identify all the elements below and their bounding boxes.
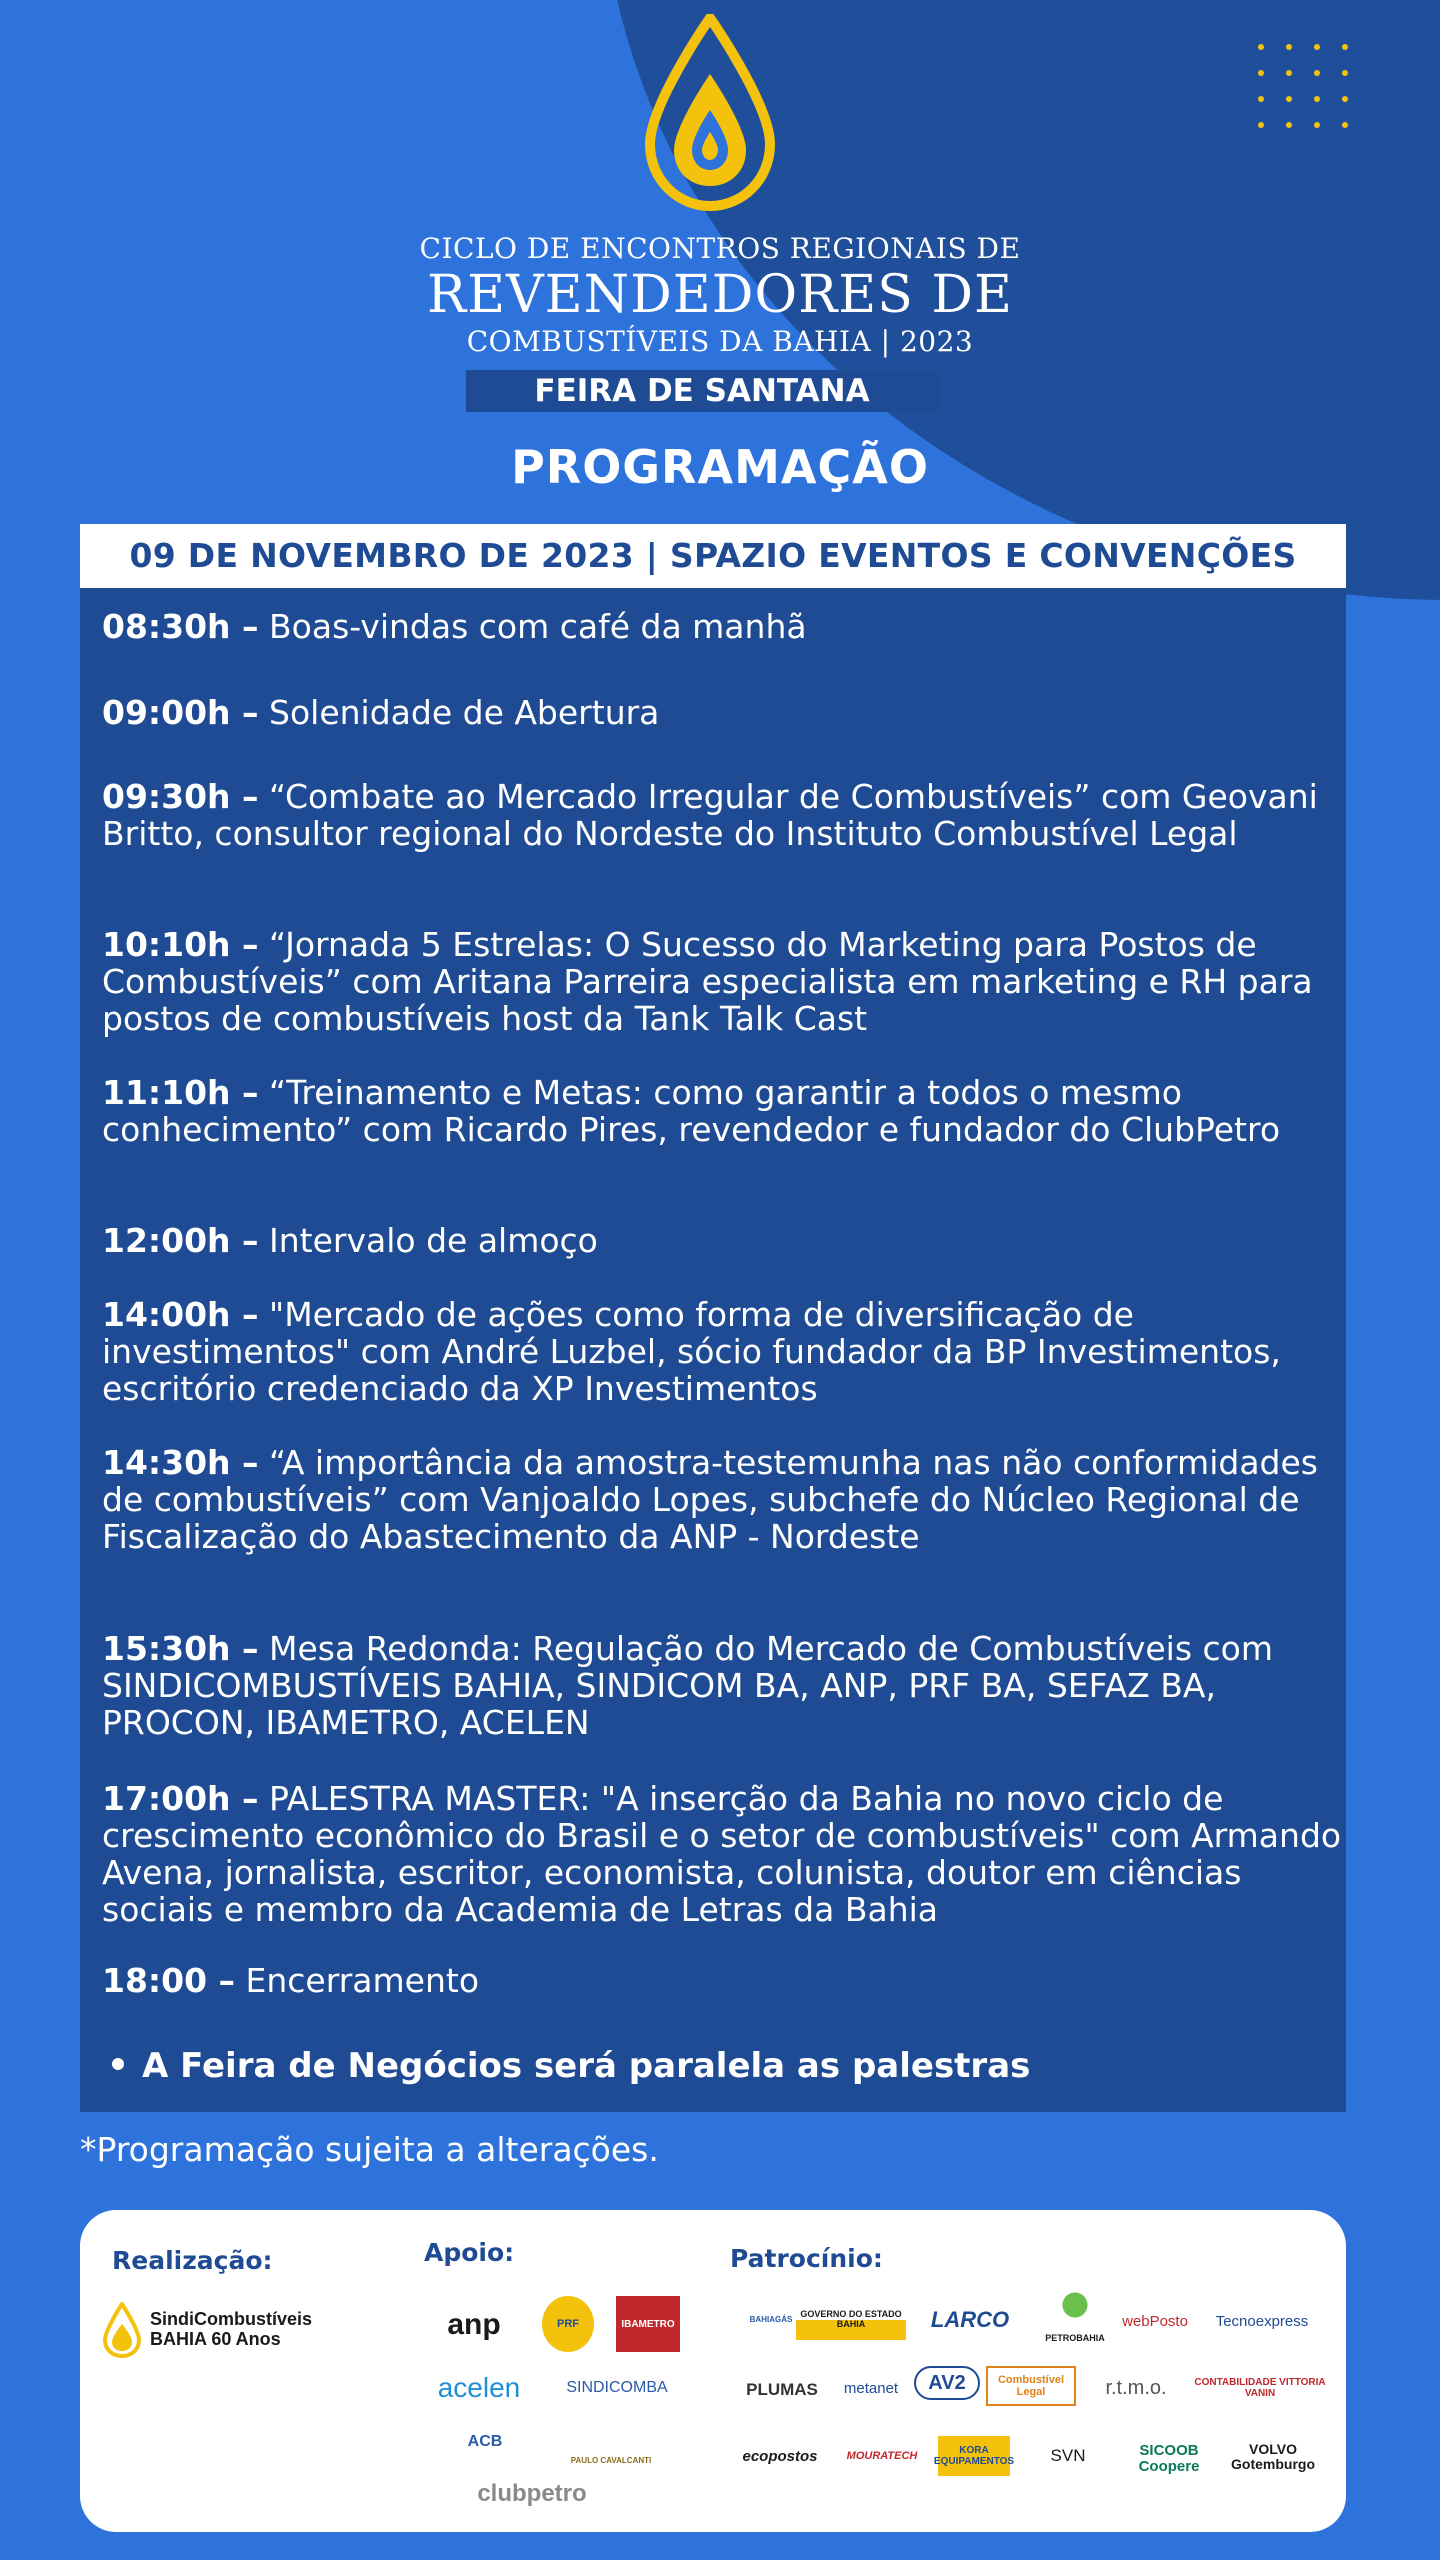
schedule-text: Encerramento xyxy=(235,1961,480,2000)
svn-logo: SVN xyxy=(1050,2445,1086,2465)
larco-logo: LARCO xyxy=(930,2306,1010,2332)
bahiagas-logo: BAHIAGÁS xyxy=(749,2314,793,2324)
realizacao-label: Realização: xyxy=(112,2246,273,2275)
event-title xyxy=(0,232,1440,358)
sicoob-logo: SICOOB Coopere xyxy=(1138,2441,1200,2475)
schedule-time: 08:30h – xyxy=(102,607,259,646)
schedule-item xyxy=(102,1444,1342,1555)
schedule-text: “Combate ao Mercado Irregular de Combustíveis” com Geovani Britto, consultor regional do Nordeste do Instituto Combustível Legal xyxy=(102,777,1318,853)
clubpetro-logo: clubpetro xyxy=(477,2479,587,2507)
schedule-item xyxy=(102,1222,1422,1259)
bullet-note-text: A Feira de Negócios será paralela as palestras xyxy=(142,2046,1031,2086)
schedule-time: 12:00h – xyxy=(102,1221,259,1260)
schedule-time: 15:30h – xyxy=(102,1629,259,1668)
schedule-time: 11:10h – xyxy=(102,1073,259,1112)
schedule-text: "Mercado de ações como forma de diversificação de investimentos" com André Luzbel, sócio fundador da BP Investimentos, escritório credenciado da XP Investimentos xyxy=(102,1295,1281,1408)
metanet-logo: metanet xyxy=(843,2379,899,2397)
schedule-text: “Treinamento e Metas: como garantir a todos o mesmo conhecimento” com Ricardo Pires, revendedor e fundador do ClubPetro xyxy=(102,1073,1281,1149)
prf-logo: PRF xyxy=(542,2296,594,2352)
anp-logo: anp xyxy=(447,2307,501,2341)
schedule-text: Solenidade de Abertura xyxy=(258,693,660,732)
schedule-item xyxy=(102,1296,1342,1407)
schedule-time: 09:30h – xyxy=(102,777,259,816)
ecopostos-logo: ecopostos xyxy=(742,2447,818,2465)
page-heading: PROGRAMAÇÃO xyxy=(511,440,929,494)
sponsors-panel xyxy=(80,2210,1346,2532)
drop-icon xyxy=(102,2302,142,2358)
schedule-text: Mesa Redonda: Regulação do Mercado de Combustíveis com SINDICOMBUSTÍVEIS BAHIA, SINDICOM BA, ANP, PRF BA, SEFAZ BA, PROCON, IBAMETRO, ACELEN xyxy=(102,1629,1274,1742)
volvo-gotemburgo-logo: VOLVO Gotemburgo xyxy=(1231,2440,1315,2472)
title-line-2: REVENDEDORES DE xyxy=(426,265,1013,325)
av2-logo: AV2 xyxy=(914,2366,980,2400)
schedule-time: 09:00h – xyxy=(102,693,259,732)
kora-logo: KORA EQUIPAMENTOS xyxy=(938,2436,1010,2476)
schedule-item xyxy=(102,694,1422,731)
sindicomba-logo: SINDICOMBA xyxy=(566,2379,668,2397)
schedule-time: 10:10h – xyxy=(102,925,259,964)
schedule-item xyxy=(102,1780,1342,1928)
schedule-time: 14:30h – xyxy=(102,1443,259,1482)
city-banner: FEIRA DE SANTANA xyxy=(466,370,938,412)
footnote: *Programação sujeita a alterações. xyxy=(80,2130,659,2169)
schedule-item xyxy=(102,1962,1422,1999)
schedule-item xyxy=(102,778,1342,852)
schedule-text: Boas-vindas com café da manhã xyxy=(258,607,807,646)
title-line-3: COMBUSTÍVEIS DA BAHIA | 2023 xyxy=(466,325,974,358)
acelen-logo: acelen xyxy=(437,2371,521,2403)
webposto-logo: webPosto xyxy=(1122,2312,1188,2330)
schedule-item xyxy=(102,1630,1342,1741)
schedule-time: 18:00 – xyxy=(102,1961,236,2000)
business-fair-note xyxy=(112,2046,1030,2086)
bullet-icon xyxy=(112,2058,124,2070)
sindicombustiveis-logo xyxy=(102,2300,382,2360)
decorative-dot-grid xyxy=(1258,44,1348,128)
schedule-time: 17:00h – xyxy=(102,1779,259,1818)
acb-logo: ACB xyxy=(467,2433,503,2451)
mouratech-logo: MOURATECH xyxy=(846,2449,918,2462)
schedule-item xyxy=(102,926,1342,1037)
paulo-cavalcanti-logo: PAULO CAVALCANTI xyxy=(570,2456,652,2466)
schedule-panel xyxy=(80,588,1346,2112)
governo-bahia-logo: GOVERNO DO ESTADO BAHIA xyxy=(796,2300,906,2340)
rtmo-logo: r.t.m.o. xyxy=(1105,2377,1167,2399)
schedule-text: Intervalo de almoço xyxy=(258,1221,598,1260)
vittoria-vanin-logo: CONTABILIDADE VITTORIA VANIN xyxy=(1194,2377,1326,2399)
petrobahia-logo: PETROBAHIA xyxy=(1034,2284,1116,2344)
schedule-time: 14:00h – xyxy=(102,1295,259,1334)
schedule-item xyxy=(102,1074,1342,1148)
ibametro-logo: IBAMETRO xyxy=(616,2296,680,2352)
plumas-logo: PLUMAS xyxy=(746,2379,818,2399)
tecnoexpress-logo: Tecnoexpress xyxy=(1215,2312,1309,2330)
date-venue-bar: 09 DE NOVEMBRO DE 2023 | SPAZIO EVENTOS E CONVENÇÕES xyxy=(80,524,1346,588)
title-line-1: CICLO DE ENCONTROS REGIONAIS DE xyxy=(419,232,1021,265)
schedule-text: “Jornada 5 Estrelas: O Sucesso do Marketing para Postos de Combustíveis” com Aritana Parreira especialista em marketing e RH para postos de combustíveis host da Tank Talk Cast xyxy=(102,925,1313,1038)
schedule-item xyxy=(102,608,1422,645)
sindicombustiveis-text: SindiCombustíveis BAHIA 60 Anos xyxy=(150,2309,313,2349)
fuel-drop-logo-icon xyxy=(640,14,780,214)
combustivel-legal-logo: Combustível Legal xyxy=(986,2366,1076,2406)
schedule-text: PALESTRA MASTER: "A inserção da Bahia no novo ciclo de crescimento econômico do Brasil e o setor de combustíveis" com Armando Avena, jornalista, escritor, economista, colunista, doutor em ciências sociais e membro da Academia de Letras da Bahia xyxy=(102,1779,1342,1929)
patrocinio-label: Patrocínio: xyxy=(730,2244,883,2273)
schedule-text: “A importância da amostra-testemunha nas não conformidades de combustíveis” com Vanjoaldo Lopes, subchefe do Núcleo Regional de Fiscalização do Abastecimento da ANP - Nordeste xyxy=(102,1443,1318,1556)
apoio-label: Apoio: xyxy=(424,2238,515,2267)
